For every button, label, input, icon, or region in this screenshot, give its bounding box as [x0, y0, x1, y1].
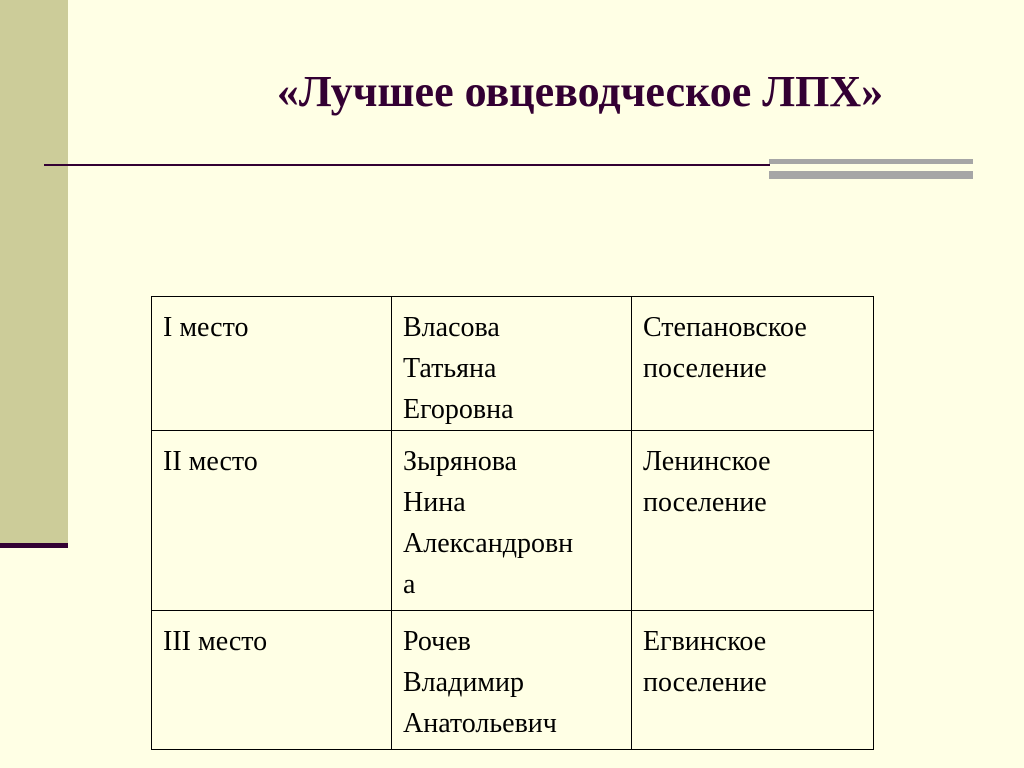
name-cell — [392, 611, 632, 750]
name-line: Власова — [403, 312, 500, 343]
settlement-line: Егвинское — [643, 626, 767, 657]
place-cell — [152, 431, 392, 611]
settlement-line: Ленинское — [643, 446, 771, 477]
settlement-cell — [632, 297, 874, 431]
table-row — [152, 431, 874, 611]
name-line: Татьяна — [403, 353, 497, 384]
results-table — [151, 296, 874, 750]
name-line: Рочев — [403, 626, 471, 657]
settlement-line: поселение — [643, 353, 767, 384]
place-label: II место — [163, 446, 258, 477]
title-accent-bar-top — [769, 159, 973, 164]
table-row — [152, 297, 874, 431]
place-label: I место — [163, 312, 249, 343]
name-line: Зырянова — [403, 446, 517, 477]
settlement-cell — [632, 611, 874, 750]
name-line: Александровн — [403, 528, 574, 559]
settlement-line: Степановское — [643, 312, 807, 343]
slide-title: «Лучшее овцеводческое ЛПХ» — [276, 67, 884, 116]
place-label: III место — [163, 626, 268, 657]
name-line: Нина — [403, 487, 466, 518]
name-line: Владимир — [403, 667, 525, 698]
name-line: Егоровна — [403, 394, 514, 425]
place-cell — [152, 297, 392, 431]
settlement-line: поселение — [643, 487, 767, 518]
left-band-bar — [0, 543, 68, 548]
settlement-line: поселение — [643, 667, 767, 698]
name-cell — [392, 297, 632, 431]
title-accent-bar-bottom — [769, 171, 973, 179]
table-row — [152, 611, 874, 750]
title-underline — [44, 164, 770, 166]
name-line: Анатольевич — [403, 708, 557, 739]
name-line: а — [403, 569, 416, 600]
place-cell — [152, 611, 392, 750]
settlement-cell — [632, 431, 874, 611]
name-cell — [392, 431, 632, 611]
